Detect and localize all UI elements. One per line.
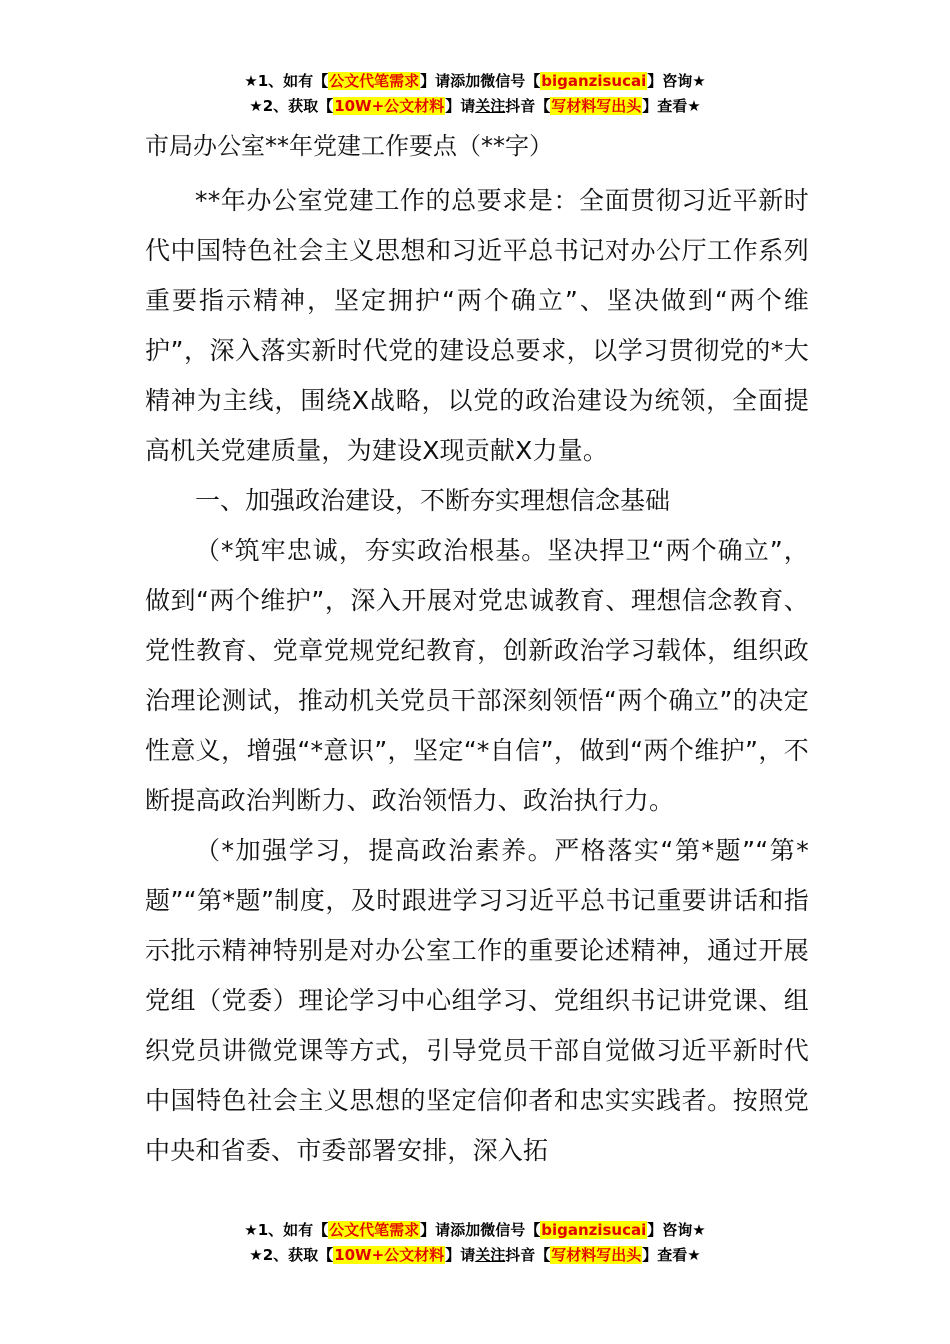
banner-wechat-id: biganzisucai [541, 1221, 647, 1239]
banner-highlight: 10W+公文材料 [334, 97, 445, 115]
banner-text: 】请添 [420, 1221, 466, 1239]
banner-text: 加 [465, 72, 481, 90]
banner-highlight: 10W+公文材料 [334, 1246, 445, 1264]
body-paragraph: （*筑牢忠诚，夯实政治根基。坚决捍卫“两个确立”，做到“两个维护”，深入开展对党忠诚教育、理想信念教育、党性教育、党章党规党纪教育，创新政治学习载体，组织政治理论测试，推动机关党员干部深刻领悟“两个确立”的决定性意义，增强“*意识”，坚定“*自信”，做到“两个维护”，不断提高政治判断力、政治领悟力、政治执行力。 [145, 536, 809, 815]
section-heading: 一、加强政治建设，不断夯实理想信念基础 [195, 486, 671, 515]
body-paragraph: （*加强学习，提高政治素养。严格落实“第*题”“第*题”“第*题”制度，及时跟进学习习近平总书记重要讲话和指示批示精神特别是对办公室工作的重要论述精神，通过开展党组（党委）理论学习中心组学习、党组织书记讲党课、组织党员讲微党课等方式，引导党员干部自觉做习近平新时代中国特色社会主义思想的坚定信仰者和忠实实践者。按照党中央和省委、市委部署安排，深入拓 [145, 836, 809, 1165]
banner-text: 加 [465, 1221, 481, 1239]
banner-text: 关注 [475, 97, 506, 115]
document-body [145, 126, 809, 1176]
banner-text: 】咨询★ [647, 1221, 706, 1239]
header-banner [0, 69, 950, 119]
banner-text: ★2、获取【 [249, 97, 334, 115]
intro-paragraph: **年办公室党建工作的总要求是：全面贯彻习近平新时代中国特色社会主义思想和习近平总书记对办公厅工作系列重要指示精神，坚定拥护“两个确立”、坚决做到“两个维护”，深入落实新时代党的建设总要求，以学习贯彻党的*大精神为主线，围绕X战略，以党的政治建设为统领，全面提高机关党建质量，为建设X现贡献X力量。 [145, 186, 809, 465]
banner-highlight: 公文代笔需求 [329, 72, 420, 90]
banner-highlight: 公文代笔需求 [329, 1221, 420, 1239]
banner-line-1 [0, 1218, 950, 1243]
banner-text: ★2、获取【 [249, 1246, 334, 1264]
banner-text: 】查看★ [642, 1246, 701, 1264]
banner-douyin-name: 写材料写出头 [551, 97, 642, 115]
footer-banner [0, 1218, 950, 1268]
banner-text: 抖音【 [505, 97, 551, 115]
banner-text: 】查看★ [642, 97, 701, 115]
banner-text: 】请 [445, 97, 476, 115]
banner-text: 】请 [445, 1246, 476, 1264]
banner-wechat-id: biganzisucai [541, 72, 647, 90]
banner-text: ★1、如有【 [244, 1221, 329, 1239]
banner-line-1 [0, 69, 950, 94]
banner-text: 】咨询★ [647, 72, 706, 90]
banner-line-2 [0, 1243, 950, 1268]
banner-douyin-name: 写材料写出头 [551, 1246, 642, 1264]
banner-text: 微信号【 [480, 1221, 541, 1239]
banner-line-2 [0, 94, 950, 119]
document-title: 市局办公室**年党建工作要点（**字） [145, 132, 553, 160]
banner-text: ★1、如有【 [244, 72, 329, 90]
banner-text: 关注 [475, 1246, 506, 1264]
banner-text: 抖音【 [505, 1246, 551, 1264]
banner-text: 】请添 [420, 72, 466, 90]
banner-text: 微信号【 [480, 72, 541, 90]
